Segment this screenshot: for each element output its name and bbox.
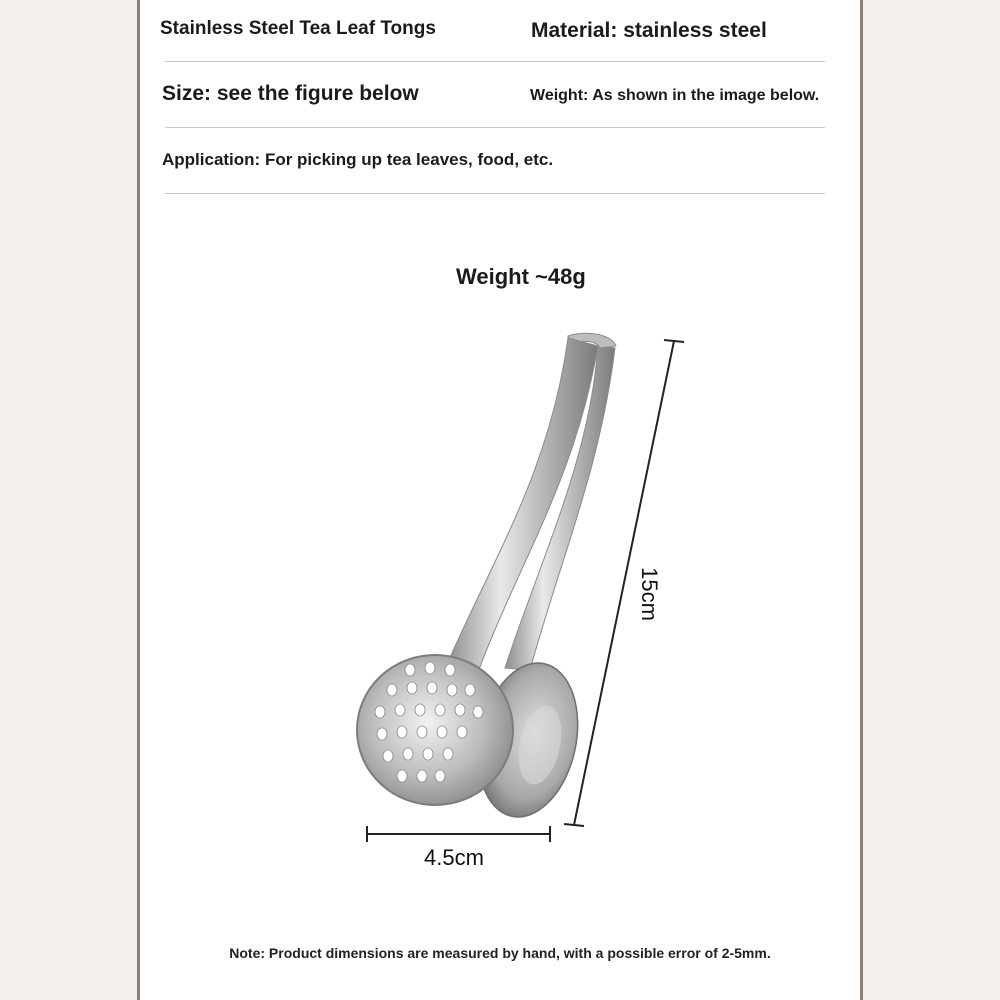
length-label: 15cm (637, 567, 662, 621)
size-label: Size: see the figure below (162, 82, 419, 105)
product-name-label: Stainless Steel Tea Leaf Tongs (156, 16, 440, 42)
width-label: 4.5cm (424, 845, 484, 870)
measurement-note: Note: Product dimensions are measured by hand, with a possible error of 2-5mm. (229, 945, 771, 961)
material-label: Material: stainless steel (531, 19, 767, 42)
weight-info-label: Weight: As shown in the image below. (530, 87, 820, 104)
weight-heading: Weight ~48g (456, 264, 586, 289)
width-dimension-line (367, 826, 550, 842)
application-label: Application: For picking up tea leaves, food, etc. (162, 150, 554, 169)
